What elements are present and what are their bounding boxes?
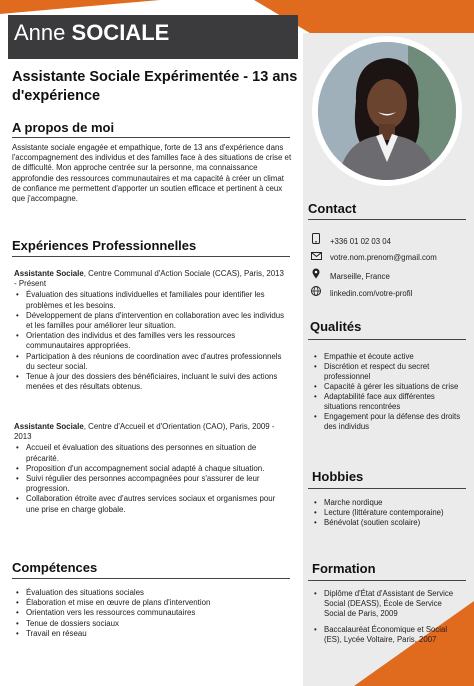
list-item: • Développement de plans d'intervention en collaboration avec les individus et les familles pour améliorer leur situation. bbox=[26, 311, 288, 331]
contact-location bbox=[310, 268, 470, 283]
contact-phone-text: +336 01 02 03 04 bbox=[330, 237, 391, 246]
list-item: • Marche nordique bbox=[324, 498, 464, 508]
job-header bbox=[14, 269, 288, 289]
list-item: • Baccalauréat Économique et Social (ES), Lycée Voltaire, Paris, 2007 bbox=[324, 625, 464, 645]
about-text: Assistante sociale engagée et empathique, forte de 13 ans d'expérience dans l'accompagnement des individus et des familles face à des situations de crise et de difficulté. Mon approche centrée sur la personne, ma connaissance approfondie des ressources communautaires et ma capacité à créer un climat de confiance me permettent d'apporter un soutien efficace et pertinent à ceux que j'accompagne. bbox=[12, 143, 292, 204]
orange-corner-top-left bbox=[0, 0, 160, 14]
section-title-about: A propos de moi bbox=[12, 120, 115, 135]
list-item: • Orientation des individus et des familles vers les ressources communautaires appropriées. bbox=[26, 331, 288, 351]
skills-list bbox=[14, 588, 290, 639]
list-item: • Orientation vers les ressources communautaires bbox=[26, 608, 290, 618]
list-item: • Adaptabilité face aux différentes situations rencontrées bbox=[324, 392, 464, 412]
list-item: • Élaboration et mise en œuvre de plans d'intervention bbox=[26, 598, 290, 608]
divider-skills bbox=[12, 578, 290, 579]
list-item: • Suivi régulier des personnes accompagnées pour s'assurer de leur progression. bbox=[26, 474, 288, 494]
section-title-education: Formation bbox=[312, 561, 376, 576]
contact-linkedin-text[interactable]: linkedin.com/votre-profil bbox=[330, 289, 413, 298]
job-header bbox=[14, 422, 288, 442]
job-entry bbox=[14, 422, 288, 515]
list-item: • Accueil et évaluation des situations des personnes en situation de précarité. bbox=[26, 443, 288, 463]
first-name: Anne bbox=[14, 20, 66, 45]
job-details: , Centre d'Accueil et d'Orientation (CAO), Paris, 2009 - 2013 bbox=[14, 422, 275, 442]
divider-hobbies bbox=[308, 488, 466, 489]
portrait-illustration bbox=[318, 42, 456, 180]
email-icon bbox=[310, 251, 322, 263]
job-entry bbox=[14, 269, 288, 392]
job-role: Assistante Sociale bbox=[14, 422, 84, 431]
section-title-contact: Contact bbox=[308, 201, 357, 216]
section-title-experience: Expériences Professionnelles bbox=[12, 238, 197, 253]
list-item: • Travail en réseau bbox=[26, 629, 290, 639]
list-item: • Participation à des réunions de coordination avec d'autres professionnels du secteur social. bbox=[26, 352, 288, 372]
education-list bbox=[312, 589, 464, 645]
divider-education bbox=[308, 580, 466, 581]
list-item: • Discrétion et respect du secret professionnel bbox=[324, 362, 464, 382]
list-item: • Capacité à gérer les situations de crise bbox=[324, 382, 464, 392]
list-item: • Tenue à jour des dossiers des bénéficiaires, incluant le suivi des actions menées et des résultats obtenus. bbox=[26, 372, 288, 392]
globe-icon bbox=[310, 286, 322, 299]
phone-icon bbox=[310, 233, 322, 247]
contact-email bbox=[310, 251, 470, 264]
contact-linkedin bbox=[310, 286, 470, 300]
job-role: Assistante Sociale bbox=[14, 269, 84, 278]
job-details: , Centre Communal d'Action Sociale (CCAS), Paris, 2013 - Présent bbox=[14, 269, 284, 289]
list-item: • Empathie et écoute active bbox=[324, 352, 464, 362]
location-pin-icon bbox=[310, 268, 322, 282]
list-item: • Proposition d'un accompagnement social adapté à chaque situation. bbox=[26, 464, 288, 474]
list-item: • Évaluation des situations individuelles et familiales pour identifier les problèmes et les besoins. bbox=[26, 290, 288, 310]
list-item: • Collaboration étroite avec d'autres services sociaux et organismes pour une prise en charge globale. bbox=[26, 494, 288, 514]
divider-qualities bbox=[308, 339, 466, 340]
job-bullets bbox=[14, 290, 288, 392]
hobbies-list bbox=[312, 498, 464, 528]
list-item: • Engagement pour la défense des droits des individus bbox=[324, 412, 464, 432]
contact-phone bbox=[310, 233, 470, 248]
section-title-hobbies: Hobbies bbox=[312, 469, 364, 484]
qualities-list bbox=[312, 352, 464, 432]
list-item: • Tenue de dossiers sociaux bbox=[26, 619, 290, 629]
candidate-name bbox=[14, 20, 169, 46]
contact-email-text[interactable]: votre.nom.prenom@gmail.com bbox=[330, 253, 437, 262]
section-title-qualities: Qualités bbox=[310, 319, 362, 334]
last-name: SOCIALE bbox=[71, 20, 170, 45]
list-item: • Lecture (littérature contemporaine) bbox=[324, 508, 464, 518]
contact-location-text: Marseille, France bbox=[330, 272, 390, 281]
job-bullets bbox=[14, 443, 288, 514]
list-item: • Évaluation des situations sociales bbox=[26, 588, 290, 598]
profile-photo bbox=[318, 42, 456, 180]
headline: Assistante Sociale Expérimentée - 13 ans d'expérience bbox=[12, 69, 298, 104]
divider-experience bbox=[12, 256, 290, 257]
list-item: • Bénévolat (soutien scolaire) bbox=[324, 518, 464, 528]
list-item: • Diplôme d'État d'Assistant de Service Social (DEASS), École de Service Social de Paris, 2009 bbox=[324, 589, 464, 619]
divider-about bbox=[12, 137, 290, 138]
divider-contact bbox=[308, 219, 466, 220]
section-title-skills: Compétences bbox=[12, 560, 98, 575]
